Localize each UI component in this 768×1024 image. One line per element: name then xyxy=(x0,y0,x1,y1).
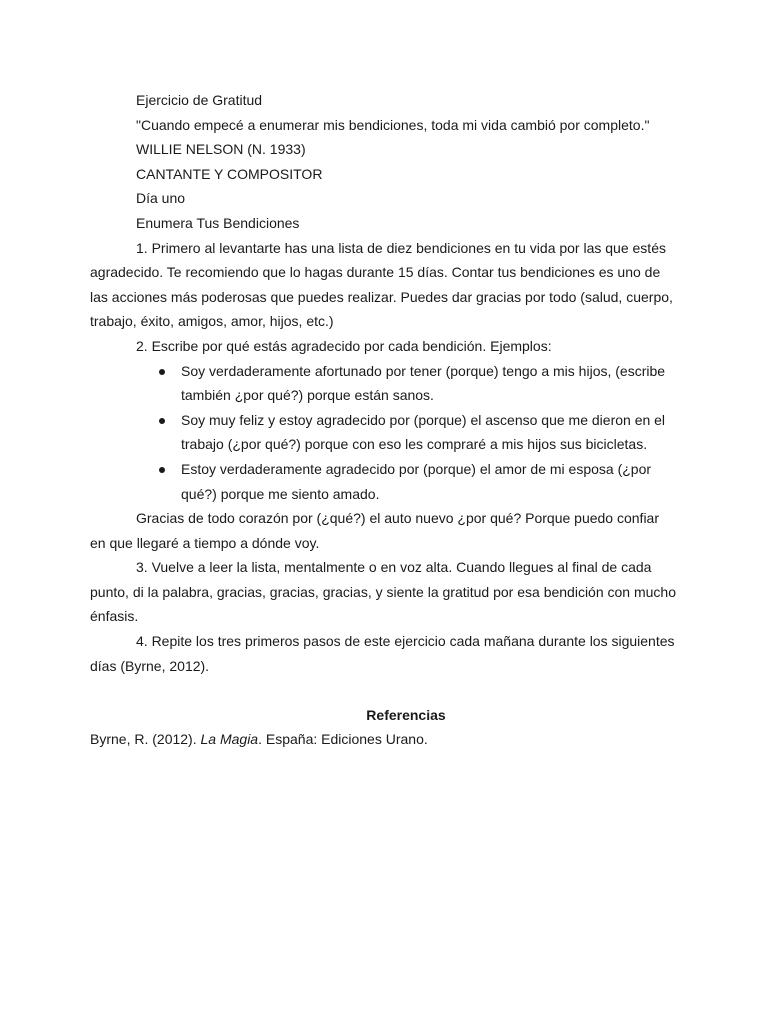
references-heading: Referencias xyxy=(366,706,446,723)
bullet-icon xyxy=(159,467,165,473)
section-title: Enumera Tus Bendiciones xyxy=(136,214,300,231)
step-2-paragraph: 2. Escribe por qué estás agradecido por cada bendición. Ejemplos: xyxy=(136,337,552,354)
example-item xyxy=(181,408,676,457)
example-item xyxy=(181,457,676,506)
section-spacer xyxy=(90,678,676,703)
reference-book-title: La Magia xyxy=(200,731,259,748)
example-text: Estoy verdaderamente agradecido por (porque) el amor de mi esposa (¿por qué?) porque me siento amado. xyxy=(181,460,652,502)
day-label: Día uno xyxy=(136,190,186,207)
examples-list xyxy=(90,359,676,507)
document-page xyxy=(90,88,676,752)
epigraph-quote: "Cuando empecé a enumerar mis bendiciones, toda mi vida cambió por completo." xyxy=(136,116,650,133)
reference-publisher: . España: Ediciones Urano. xyxy=(258,731,428,748)
example-text: Soy muy feliz y estoy agradecido por (porque) el ascenso que me dieron en el trabajo (¿por qué?) porque con eso les compraré a mis hijos sus bicicletas. xyxy=(181,411,666,453)
reference-author-year: Byrne, R. (2012). xyxy=(90,731,201,748)
step-3-paragraph: 3. Vuelve a leer la lista, mentalmente o en voz alta. Cuando llegues al final de cada punto, di la palabra, gracias, gracias, gracias, y siente la gratitud por esa bendición con mucho énfasis. xyxy=(90,559,677,625)
bullet-icon xyxy=(159,369,165,375)
reference-entry xyxy=(90,727,676,752)
quote-author: WILLIE NELSON (N. 1933) xyxy=(136,141,306,158)
step-1-paragraph: 1. Primero al levantarte has una lista de diez bendiciones en tu vida por las que estés agradecido. Te recomiendo que lo hagas durante 15 días. Contar tus bendiciones es uno de las acciones más poderosas que puedes realizar. Puedes dar gracias por todo (salud, cuerpo, trabajo, éxito, amigos, amor, hijos, etc.) xyxy=(90,239,673,330)
example-item xyxy=(181,359,676,408)
document-title: Ejercicio de Gratitud xyxy=(136,92,263,108)
bullet-icon xyxy=(159,418,165,424)
author-role: CANTANTE Y COMPOSITOR xyxy=(136,165,323,182)
step-4-paragraph: 4. Repite los tres primeros pasos de este ejercicio cada mañana durante los siguientes días (Byrne, 2012). xyxy=(90,633,675,674)
gratitude-note-paragraph: Gracias de todo corazón por (¿qué?) el auto nuevo ¿por qué? Porque puedo confiar en que llegaré a tiempo a dónde voy. xyxy=(90,510,659,551)
example-text: Soy verdaderamente afortunado por tener (porque) tengo a mis hijos, (escribe también ¿por qué?) porque están sanos. xyxy=(181,362,666,404)
